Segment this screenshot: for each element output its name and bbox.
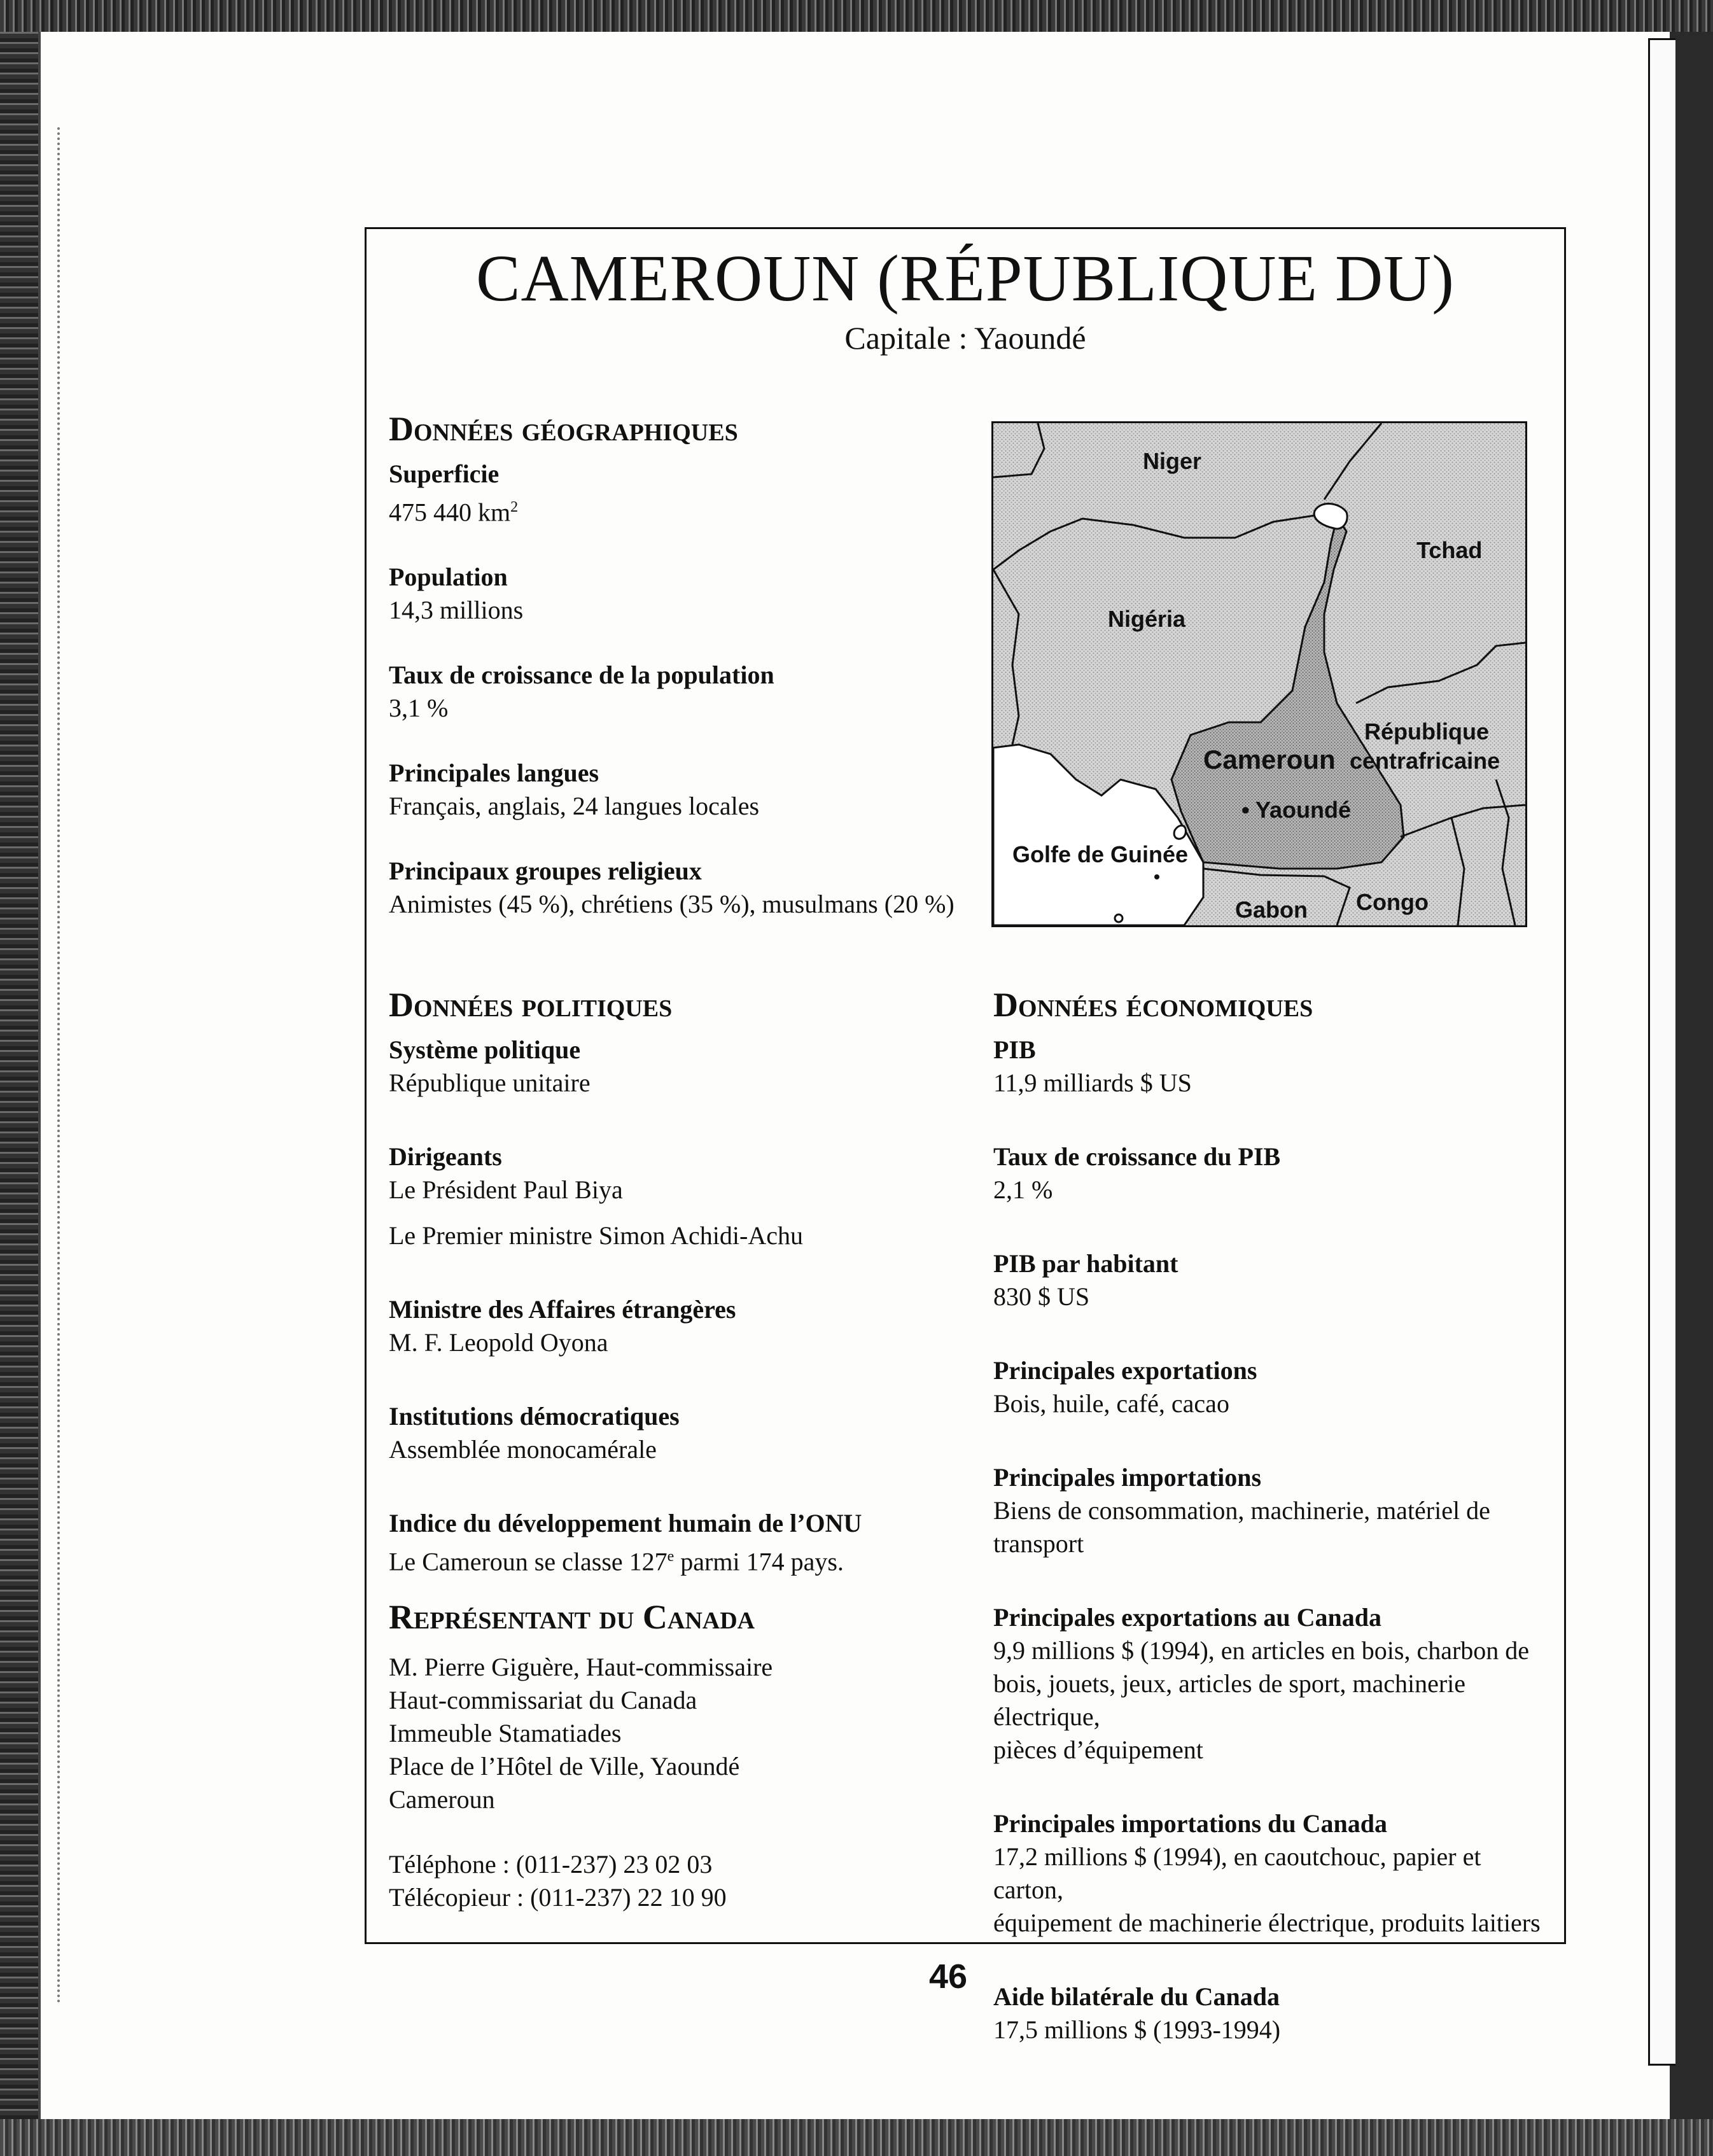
map-label-yaounde: • Yaoundé [1241,797,1351,823]
eco-heading: Données économiques [993,986,1313,1024]
idh-value-post: parmi 174 pays. [674,1547,844,1576]
superficie-label: Superficie [389,459,500,488]
rep-line4: Place de l’Hôtel de Ville, Yaoundé [389,1752,740,1781]
eco-exports [993,1354,1553,1420]
dirigeant-president: Le Président Paul Biya [389,1175,623,1204]
imp-canada-label: Principales importations du Canada [993,1809,1387,1838]
map-label-cameroun: Cameroun [1203,745,1336,774]
croissance-pib-value: 2,1 % [993,1175,1053,1204]
exports-value: Bois, huile, café, cacao [993,1389,1229,1418]
pol-idh [389,1507,961,1578]
croissance-pib-label: Taux de croissance du PIB [993,1142,1281,1171]
eco-exp-canada [993,1601,1553,1767]
representant-section [389,1597,961,1914]
superficie-value [389,491,961,529]
geo-croissance [389,659,961,725]
scan-border-top [0,0,1713,32]
map-svg [993,423,1525,925]
croissance-label: Taux de croissance de la population [389,661,774,690]
politique-heading: Données politiques [389,986,673,1024]
map-label-republique: République [1364,718,1489,745]
idh-label: Indice du développement humain de l’ONU [389,1509,862,1537]
eco-imp-canada [993,1807,1553,1940]
croissance-value: 3,1 % [389,694,449,723]
systeme-label: Système politique [389,1035,581,1064]
geo-heading: Données géographiques [389,410,738,448]
imp-canada-value-2: équipement de machinerie électrique, produits laitiers [993,1908,1541,1937]
religions-label: Principaux groupes religieux [389,857,702,886]
map-label-congo: Congo [1356,889,1429,915]
map-label-tchad: Tchad [1416,537,1483,563]
rep-line2: Haut-commissariat du Canada [389,1686,697,1714]
annobon-island [1115,914,1122,922]
geo-religions [389,855,961,921]
idh-value-sup: e [667,1548,675,1565]
geo-section [389,409,961,921]
map-label-centrafricaine: centrafricaine [1350,748,1500,774]
pib-label: PIB [993,1035,1036,1064]
superficie-sup: 2 [510,499,519,515]
eco-aide [993,1980,1553,2047]
geo-superficie [389,458,961,529]
imports-label: Principales importations [993,1463,1262,1492]
cameroon-map [991,421,1527,927]
langues-value: Français, anglais, 24 langues locales [389,792,760,821]
rep-telecopieur: Télécopieur : (011-237) 22 10 90 [389,1883,727,1912]
exp-canada-value-3: pièces d’équipement [993,1735,1203,1764]
eco-croissance-pib [993,1140,1553,1207]
idh-value [389,1540,961,1578]
population-label: Population [389,563,508,592]
scan-border-bottom [0,2119,1713,2156]
pib-value: 11,9 milliards $ US [993,1068,1192,1097]
population-value: 14,3 millions [389,596,524,625]
rep-line5: Cameroun [389,1785,495,1814]
idh-value-pre: Le Cameroun se classe 127 [389,1547,668,1576]
imports-value-1: Biens de consommation, machinerie, matériel de [993,1496,1490,1525]
geo-langues [389,757,961,823]
page-title: CAMEROUN (RÉPUBLIQUE DU) [476,242,1455,315]
aide-label: Aide bilatérale du Canada [993,1982,1280,2011]
aide-value: 17,5 millions $ (1993-1994) [993,2015,1281,2044]
eco-section [993,985,1553,2047]
bioko-island [1174,825,1185,839]
map-label-gabon: Gabon [1235,897,1308,923]
capital-line: Capitale : Yaoundé [844,320,1086,356]
pib-hab-label: PIB par habitant [993,1249,1178,1278]
page-number: 46 [929,1957,968,1996]
institutions-label: Institutions démocratiques [389,1402,680,1431]
exp-canada-label: Principales exportations au Canada [993,1603,1382,1632]
map-label-niger: Niger [1143,448,1202,474]
institutions-value: Assemblée monocamérale [389,1435,657,1464]
pol-systeme [389,1033,961,1100]
ministre-value: M. F. Leopold Oyona [389,1328,608,1357]
exp-canada-value-2: bois, jouets, jeux, articles de sport, machinerie électrique, [993,1669,1466,1731]
eco-pib [993,1033,1553,1100]
eco-imports [993,1461,1553,1560]
eco-pib-hab [993,1247,1553,1313]
exports-label: Principales exportations [993,1356,1257,1385]
map-label-golfe: Golfe de Guinée [1012,841,1189,867]
representant-address [389,1651,961,1816]
ministre-label: Ministre des Affaires étrangères [389,1295,736,1324]
map-label-nigeria: Nigéria [1108,606,1186,632]
geo-population [389,561,961,627]
imp-canada-value-1: 17,2 millions $ (1994), en caoutchouc, papier et carton, [993,1842,1481,1904]
pol-dirigeants [389,1140,961,1252]
superficie-number: 475 440 km [389,498,511,527]
pol-institutions [389,1400,961,1466]
representant-contact [389,1848,961,1914]
scan-border-left [0,0,38,2156]
sao-tome-dot [1154,874,1159,879]
rep-line1: M. Pierre Giguère, Haut-commissaire [389,1653,773,1681]
page-edge-right [1648,38,1675,2066]
dirigeant-premier: Le Premier ministre Simon Achidi-Achu [389,1221,803,1250]
systeme-value: République unitaire [389,1068,591,1097]
pol-ministre [389,1293,961,1359]
pib-hab-value: 830 $ US [993,1282,1090,1311]
langues-label: Principales langues [389,759,599,788]
exp-canada-value-1: 9,9 millions $ (1994), en articles en bois, charbon de [993,1636,1530,1665]
religions-value: Animistes (45 %), chrétiens (35 %), musulmans (20 %) [389,890,954,919]
rep-line3: Immeuble Stamatiades [389,1719,622,1747]
binding-margin [57,127,60,2005]
politique-section [389,985,961,1578]
dirigeants-label: Dirigeants [389,1142,502,1171]
rep-telephone: Téléphone : (011-237) 23 02 03 [389,1850,713,1879]
imports-value-2: transport [993,1529,1084,1558]
representant-heading: Représentant du Canada [389,1598,755,1636]
